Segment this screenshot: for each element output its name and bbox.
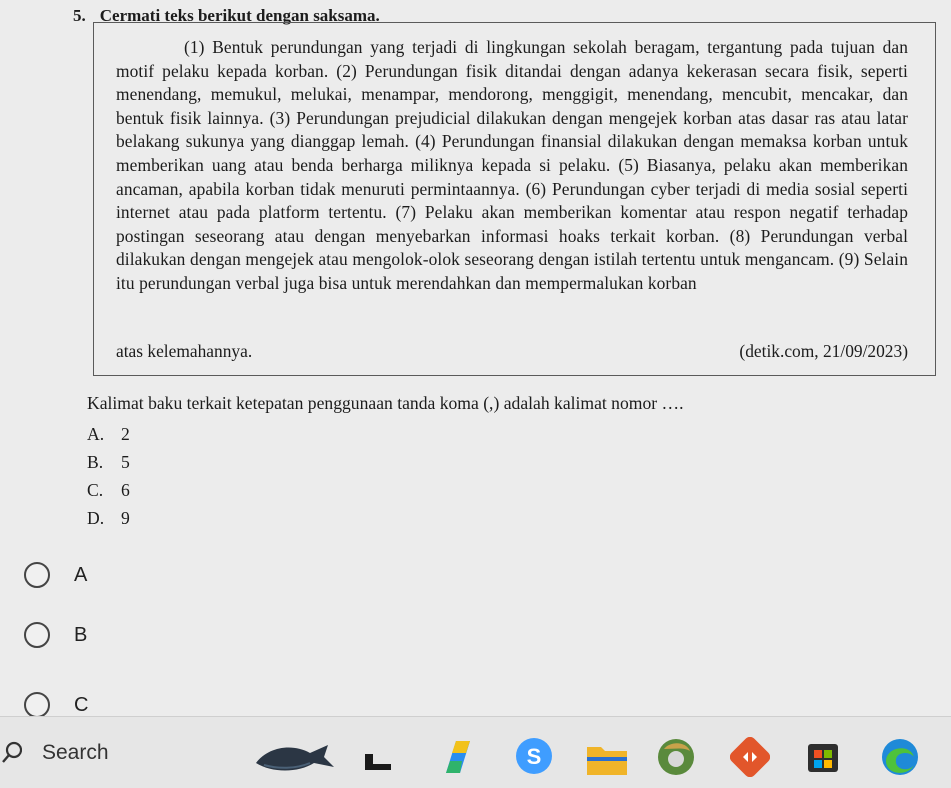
app-s-icon[interactable] [515,737,553,775]
radio-button-a[interactable] [24,562,50,588]
edge-icon[interactable] [880,737,920,777]
app-arrow-icon[interactable] [730,737,770,777]
choice-value: 9 [121,508,130,528]
passage-last-line: atas kelemahannya. [116,341,253,361]
store-icon[interactable] [806,740,840,774]
weather-icon[interactable] [254,739,336,775]
file-explorer-icon[interactable] [585,739,629,777]
copilot-icon[interactable] [440,737,474,777]
choice-value: 2 [121,424,130,444]
choice-item [87,420,130,448]
choice-value: 5 [121,452,130,472]
taskbar [0,716,951,788]
choice-item [87,504,130,532]
radio-option-c[interactable] [24,692,88,718]
choice-item [87,476,130,504]
browser-icon[interactable] [656,737,696,777]
taskbar-search[interactable] [0,717,109,788]
search-icon [2,741,22,765]
question-number: 5. [73,6,86,25]
passage-source: (detik.com, 21/09/2023) [739,341,908,361]
question-title: Cermati teks berikut dengan saksama. [99,6,380,25]
choice-list [87,420,130,532]
choice-item [87,448,130,476]
radio-label-c: C [74,693,89,716]
choice-value: 6 [121,480,130,500]
radio-button-c[interactable] [24,692,50,718]
passage-citation-row [116,341,908,362]
choice-letter: A. [87,424,105,444]
choice-letter: C. [87,480,104,500]
choice-letter: D. [87,508,105,528]
radio-option-b[interactable] [24,622,87,648]
radio-label-a: A [74,563,88,586]
radio-option-a[interactable] [24,562,87,588]
taskbar-search-label: Search [42,740,109,764]
task-view-icon[interactable] [363,748,393,772]
passage-text: (1) Bentuk perundungan yang terjadi di lingkungan sekolah beragam, tergantung pada tujuan dan motif pelaku kepada korban. (2) Perundungan fisik ditandai dengan adanya kekerasan secara fisik, seperti menendang, memukul, melukai, menampar, mendorong, menggigit, menendang, mencubit, mencakar, dan bentuk fisik lainnya. (3) Perundungan prejudicial dilakukan dengan mengejek korban atas dasar ras atau latar belakang sukunya yang dianggap lemah. (4) Perundungan finansial dilakukan dengan memaksa korban untuk memberikan uang atau benda berharga miliknya kepada si pelaku. (5) Biasanya, pelaku akan memberikan ancaman, apabila korban tidak menuruti permintaannya. (6) Perundungan cyber terjadi di media sosial seperti internet atau pada platform tertentu. (7) Pelaku akan memberikan komentar atau respon negatif terhadap postingan seseorang atau dengan menyebarkan informasi hoaks terkait korban. (8) Perundungan verbal dilakukan dengan mengejek atau mengolok-olok seseorang dengan istilah tertentu untuk mengancam. (9) Selain itu perundungan verbal juga bisa untuk merendahkan dan mempermalukan korban [116,37,908,293]
choice-letter: B. [87,452,104,472]
radio-button-b[interactable] [24,622,50,648]
question-prompt: Kalimat baku terkait ketepatan penggunaan tanda koma (,) adalah kalimat nomor …. [87,393,684,413]
radio-label-b: B [74,623,88,646]
svg-text:S: S [526,744,542,769]
